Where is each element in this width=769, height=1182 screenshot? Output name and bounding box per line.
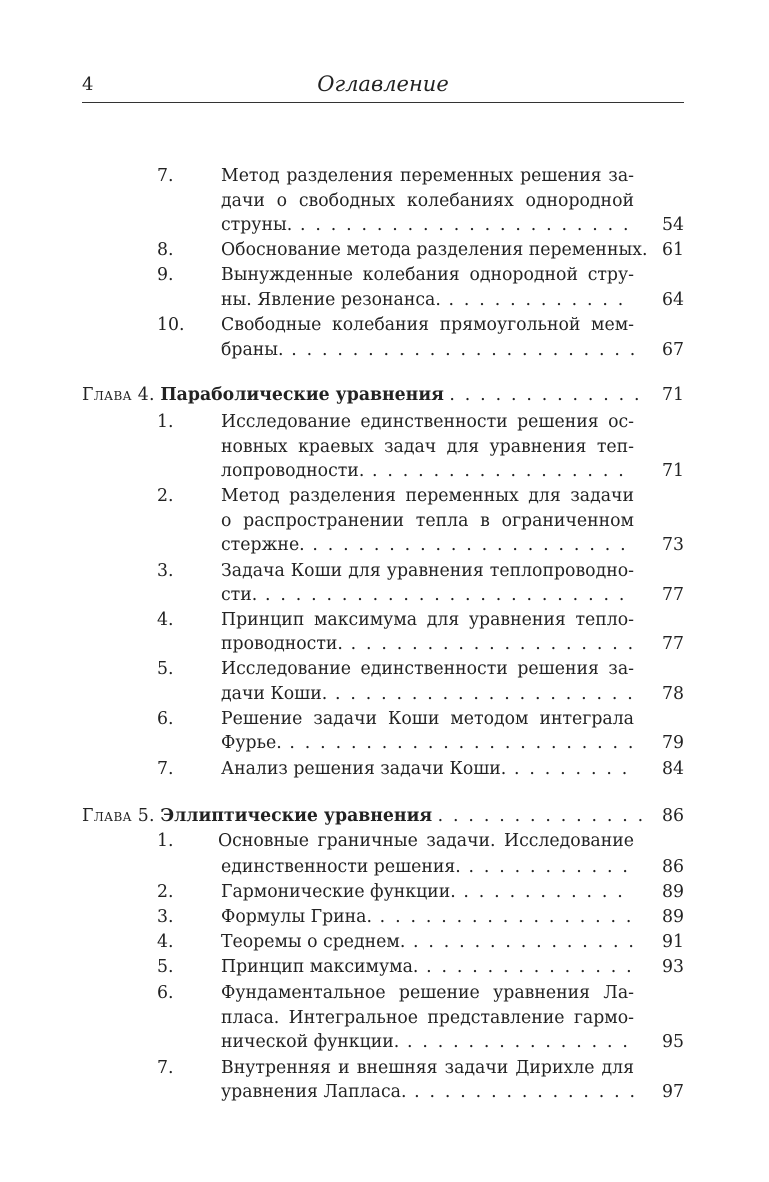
entry-text-line: Задача Коши для уравнения теплопроводно- <box>221 561 634 581</box>
entry-page: 78 <box>662 684 684 704</box>
chapter-line <box>82 383 642 407</box>
entry-text-line: браны. . . . <box>221 338 634 362</box>
entry-text-line: Фундаментальное решение уравнения Ла- <box>221 983 634 1003</box>
entry-number: 7. <box>157 759 174 779</box>
entry-text-line: нической функции. . . . <box>221 1030 634 1054</box>
entry-number: 4. <box>157 932 174 952</box>
entry-page: 89 <box>662 882 684 902</box>
entry-text-line: Обоснование метода разделения переменных. <box>221 240 648 260</box>
chapter-title: Параболические уравнения <box>160 385 444 405</box>
entry-text-line: Теоремы о среднем. . . . <box>221 930 634 954</box>
entry-text-line: Основные граничные задачи. Исследование <box>218 831 634 851</box>
entry-page: 64 <box>662 290 684 310</box>
entry-text-line: лопроводности. . . . <box>221 459 634 483</box>
entry-text-line: Внутренняя и внешняя задачи Дирихле для <box>221 1058 634 1078</box>
entry-page: 91 <box>662 932 684 952</box>
entry-number: 6. <box>157 983 174 1003</box>
entry-text-line: проводности. . . . <box>221 632 634 656</box>
entry-text-line: Гармонические функции. . . . <box>221 880 634 904</box>
entry-page: 84 <box>662 759 684 779</box>
entry-text-line: Метод разделения переменных решения за- <box>221 166 634 186</box>
entry-text-line: дачи Коши. . . . <box>221 682 634 706</box>
entry-number: 10. <box>157 315 185 335</box>
entry-text-line: уравнения Лапласа. . . . <box>221 1080 634 1104</box>
entry-text-line: стержне. . . . <box>221 533 634 557</box>
entry-number: 3. <box>157 907 174 927</box>
chapter-title: Эллиптические уравнения <box>160 806 433 826</box>
entry-text-line: единственности решения. . . . <box>221 855 634 879</box>
entry-text-line: Свободные колебания прямоугольной мем- <box>221 315 634 335</box>
entry-text-line: Анализ решения задачи Коши. . . . <box>221 757 634 781</box>
entry-page: 77 <box>662 634 684 654</box>
entry-page: 71 <box>662 461 684 481</box>
entry-number: 2. <box>157 486 174 506</box>
page-number: 4 <box>82 74 94 95</box>
entry-text-line: Фурье. . . . <box>221 731 634 755</box>
chapter-label: Глава 4. <box>82 385 155 405</box>
entry-page: 79 <box>662 733 684 753</box>
entry-number: 3. <box>157 561 174 581</box>
entry-text-line: новных краевых задач для уравнения теп- <box>221 437 634 457</box>
entry-page: 73 <box>662 535 684 555</box>
entry-number: 7. <box>157 166 174 186</box>
entry-text-line: дачи о свободных колебаниях однородной <box>221 191 634 211</box>
entry-number: 6. <box>157 709 174 729</box>
entry-number: 8. <box>157 240 174 260</box>
entry-text-line: пласа. Интегральное представление гармо- <box>221 1008 634 1028</box>
entry-page: 93 <box>662 957 684 977</box>
entry-page: 67 <box>662 340 684 360</box>
entry-number: 4. <box>157 610 174 630</box>
entry-text-line: Вынужденные колебания однородной стру- <box>221 265 634 285</box>
entry-number: 7. <box>157 1058 174 1078</box>
entry-text-line: ны. Явление резонанса. . . . <box>221 288 634 312</box>
entry-number: 5. <box>157 957 174 977</box>
entry-text-line: Принцип максимума. . . . <box>221 955 634 979</box>
entry-page: 86 <box>662 857 684 877</box>
page-title: Оглавление <box>317 72 449 96</box>
entry-number: 5. <box>157 659 174 679</box>
entry-number: 1. <box>157 412 174 432</box>
chapter-label: Глава 5. <box>82 806 155 826</box>
entry-text-line: Формулы Грина. . . . <box>221 905 634 929</box>
entry-page: 89 <box>662 907 684 927</box>
entry-text-line: Принцип максимума для уравнения тепло- <box>221 610 634 630</box>
entry-text-line: Исследование единственности решения ос- <box>221 412 634 432</box>
chapter-line <box>82 804 642 828</box>
entry-text-line: Метод разделения переменных для задачи <box>221 486 634 506</box>
chapter-page: 86 <box>662 806 684 826</box>
entry-text-line: Решение задачи Коши методом интеграла <box>221 709 634 729</box>
entry-text-line: сти. . . . <box>221 583 634 607</box>
entry-text-line: о распространении тепла в ограниченном <box>221 511 634 531</box>
entry-text-line: Исследование единственности решения за- <box>221 659 634 679</box>
entry-page: 61 <box>662 240 684 260</box>
entry-page: 95 <box>662 1032 684 1052</box>
entry-page: 54 <box>662 215 684 235</box>
chapter-page: 71 <box>662 385 684 405</box>
entry-number: 2. <box>157 882 174 902</box>
entry-text-line: струны. . . . <box>221 213 634 237</box>
entry-page: 77 <box>662 585 684 605</box>
entry-page: 97 <box>662 1082 684 1102</box>
entry-number: 1. <box>157 831 174 851</box>
entry-number: 9. <box>157 265 174 285</box>
